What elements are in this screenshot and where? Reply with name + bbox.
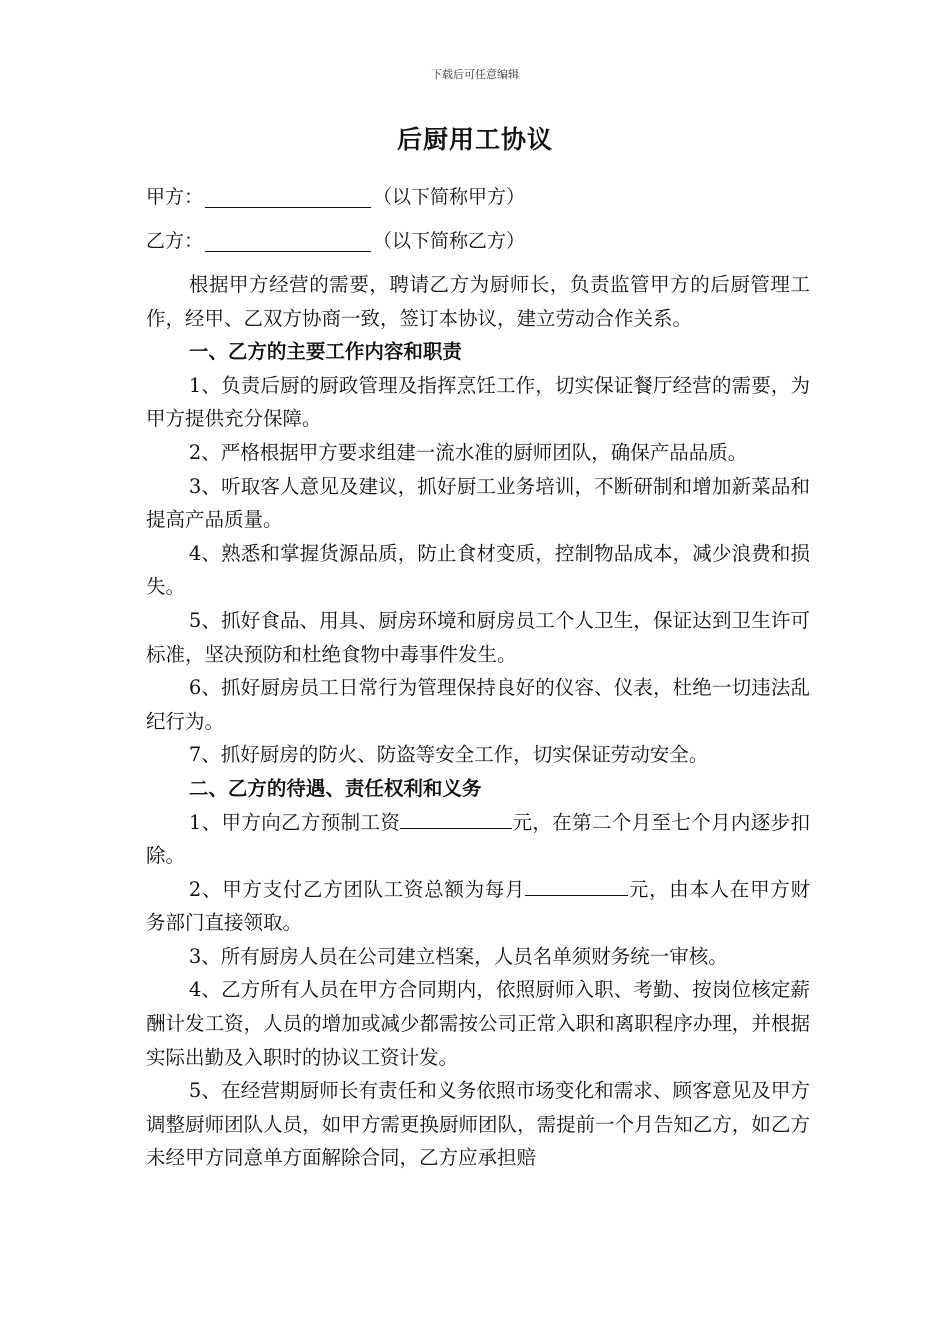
party-b-line (146, 226, 525, 256)
section1-item: 3、听取客人意见及建议，抓好厨工业务培训，不断研制和增加新菜品和提高产品质量。 (146, 474, 810, 532)
page-header: 下载后可任意编辑 (431, 68, 519, 81)
section1-heading: 一、乙方的主要工作内容和职责 (188, 340, 462, 364)
party-b-label: 乙方： (146, 230, 204, 252)
party-a-line (146, 182, 525, 212)
section1-item: 2、严格根据甲方要求组建一流水准的厨师团队，确保产品品质。 (188, 440, 748, 464)
item1-text-b: 元，在第二个月至七个月内逐步扣除。 (146, 810, 810, 868)
team-salary-blank (525, 875, 628, 896)
party-a-suffix: （以下简称甲方） (373, 186, 526, 208)
party-b-suffix: （以下简称乙方） (373, 230, 526, 252)
section2-item-2 (146, 873, 810, 940)
party-a-blank (205, 189, 371, 208)
section2-item-5: 5、在经营期厨师长有责任和义务依照市场变化和需求、顾客意见及甲方调整厨师团队人员，如甲方需更换厨师团队，需提前一个月告知乙方，如乙方未经甲方同意单方面解除合同，乙方应承担赔 (146, 1079, 810, 1170)
intro-paragraph: 根据甲方经营的需要，聘请乙方为厨师长，负责监管甲方的后厨管理工作，经甲、乙双方协商一致，签订本协议，建立劳动合作关系。 (146, 273, 810, 330)
section2-heading: 二、乙方的待遇、责任权利和义务 (188, 776, 482, 800)
document-title: 后厨用工协议 (396, 125, 553, 154)
item2-text-b: 元，由本人在甲方财务部门直接领取。 (146, 877, 810, 935)
party-b-blank (205, 233, 371, 252)
section1-item: 7、抓好厨房的防火、防盗等安全工作，切实保证劳动安全。 (188, 743, 709, 767)
section1-item: 4、熟悉和掌握货源品质，防止食材变质，控制物品成本，减少浪费和损失。 (146, 541, 810, 599)
item2-text-a: 2、甲方支付乙方团队工资总额为每月 (188, 877, 526, 901)
section1-item: 1、负责后厨的厨政管理及指挥烹饪工作，切实保证餐厅经营的需要，为甲方提供充分保障。 (146, 373, 810, 431)
section2-item-4: 4、乙方所有人员在甲方合同期内，依照厨师入职、考勤、按岗位核定薪酬计发工资，人员的增加或减少都需按公司正常入职和离职程序办理，并根据实际出勤及入职时的协议工资计发。 (146, 978, 810, 1069)
item1-text-a: 1、甲方向乙方预制工资 (188, 810, 401, 834)
section1-item: 5、抓好食品、用具、厨房环境和厨房员工个人卫生，保证达到卫生许可标准，坚决预防和杜绝食物中毒事件发生。 (146, 608, 810, 666)
salary-blank (400, 808, 512, 829)
section1-item: 6、抓好厨房员工日常行为管理保持良好的仪容、仪表，杜绝一切违法乱纪行为。 (146, 676, 810, 733)
document-body (146, 268, 810, 1175)
section2-item-1 (146, 806, 810, 873)
party-a-label: 甲方： (146, 186, 204, 208)
section2-item-3: 3、所有厨房人员在公司建立档案，人员名单须财务统一审核。 (188, 944, 728, 968)
